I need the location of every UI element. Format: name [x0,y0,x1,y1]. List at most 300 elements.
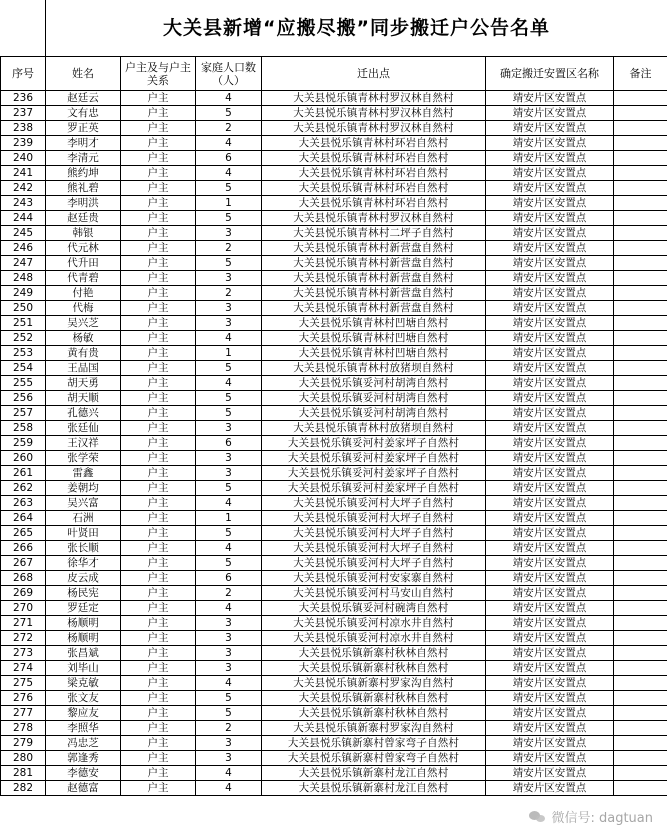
cell-household-size: 5 [196,706,262,721]
cell-index: 263 [1,496,46,511]
cell-index: 254 [1,361,46,376]
cell-origin: 大关县悦乐镇妥河村胡湾自然村 [262,376,486,391]
cell-index: 242 [1,181,46,196]
cell-household-size: 1 [196,346,262,361]
cell-settlement: 靖安片区安置点 [486,166,614,181]
cell-relation: 户主 [121,721,196,736]
table-row [1,166,667,181]
cell-settlement: 靖安片区安置点 [486,391,614,406]
cell-index: 244 [1,211,46,226]
title-row [0,0,667,57]
cell-relation: 户主 [121,196,196,211]
cell-settlement: 靖安片区安置点 [486,181,614,196]
cell-relation: 户主 [121,511,196,526]
cell-name: 赵德富 [46,781,121,796]
cell-index: 277 [1,706,46,721]
cell-remarks [614,526,667,541]
cell-index: 237 [1,106,46,121]
cell-name: 文有忠 [46,106,121,121]
cell-relation: 户主 [121,226,196,241]
cell-origin: 大关县悦乐镇新寨村罗家沟自然村 [262,676,486,691]
table-row [1,601,667,616]
cell-index: 258 [1,421,46,436]
cell-remarks [614,121,667,136]
cell-settlement: 靖安片区安置点 [486,496,614,511]
cell-index: 253 [1,346,46,361]
cell-name: 李清元 [46,151,121,166]
cell-name: 胡天顺 [46,391,121,406]
cell-name: 李德安 [46,766,121,781]
table-row [1,436,667,451]
col-header-remarks: 备注 [614,57,667,91]
cell-relation: 户主 [121,106,196,121]
header-row [1,57,667,91]
cell-settlement: 靖安片区安置点 [486,376,614,391]
cell-household-size: 5 [196,256,262,271]
cell-index: 267 [1,556,46,571]
cell-name: 李照华 [46,721,121,736]
cell-remarks [614,151,667,166]
cell-origin: 大关县悦乐镇青林村罗汉林自然村 [262,211,486,226]
cell-name: 罗正英 [46,121,121,136]
cell-settlement: 靖安片区安置点 [486,586,614,601]
cell-origin: 大关县悦乐镇新寨村秋林自然村 [262,646,486,661]
cell-origin: 大关县悦乐镇青林村凹塘自然村 [262,346,486,361]
cell-origin: 大关县悦乐镇妥河村大坪子自然村 [262,526,486,541]
cell-household-size: 5 [196,406,262,421]
cell-settlement: 靖安片区安置点 [486,751,614,766]
cell-relation: 户主 [121,691,196,706]
cell-settlement: 靖安片区安置点 [486,271,614,286]
cell-remarks [614,631,667,646]
cell-household-size: 3 [196,226,262,241]
cell-index: 264 [1,511,46,526]
cell-remarks [614,391,667,406]
cell-remarks [614,346,667,361]
cell-index: 255 [1,376,46,391]
cell-index: 279 [1,736,46,751]
col-header-index: 序号 [1,57,46,91]
cell-remarks [614,136,667,151]
table-row [1,226,667,241]
cell-remarks [614,556,667,571]
cell-index: 265 [1,526,46,541]
cell-origin: 大关县悦乐镇青林村凹塘自然村 [262,331,486,346]
cell-name: 石洲 [46,511,121,526]
cell-index: 272 [1,631,46,646]
cell-origin: 大关县悦乐镇新寨村秋林自然村 [262,706,486,721]
cell-remarks [614,226,667,241]
cell-relation: 户主 [121,556,196,571]
cell-origin: 大关县悦乐镇青林村罗汉林自然村 [262,106,486,121]
cell-relation: 户主 [121,781,196,796]
cell-origin: 大关县悦乐镇新寨村秋林自然村 [262,691,486,706]
cell-household-size: 4 [196,781,262,796]
cell-remarks [614,301,667,316]
cell-index: 245 [1,226,46,241]
cell-household-size: 4 [196,676,262,691]
cell-relation: 户主 [121,616,196,631]
cell-relation: 户主 [121,646,196,661]
cell-remarks [614,256,667,271]
cell-relation: 户主 [121,361,196,376]
cell-relation: 户主 [121,436,196,451]
cell-remarks [614,466,667,481]
cell-relation: 户主 [121,316,196,331]
cell-remarks [614,436,667,451]
cell-origin: 大关县悦乐镇青林村新营盘自然村 [262,301,486,316]
cell-settlement: 靖安片区安置点 [486,151,614,166]
cell-remarks [614,481,667,496]
cell-settlement: 靖安片区安置点 [486,556,614,571]
cell-settlement: 靖安片区安置点 [486,466,614,481]
cell-origin: 大关县悦乐镇青林村新营盘自然村 [262,256,486,271]
cell-household-size: 1 [196,511,262,526]
table-row [1,691,667,706]
cell-household-size: 3 [196,466,262,481]
cell-origin: 大关县悦乐镇妥河村姜家坪子自然村 [262,481,486,496]
cell-name: 代梅 [46,301,121,316]
cell-household-size: 3 [196,421,262,436]
cell-origin: 大关县悦乐镇妥河村胡湾自然村 [262,406,486,421]
cell-settlement: 靖安片区安置点 [486,736,614,751]
cell-relation: 户主 [121,301,196,316]
cell-settlement: 靖安片区安置点 [486,511,614,526]
cell-index: 271 [1,616,46,631]
cell-name: 吴兴富 [46,496,121,511]
table-row [1,541,667,556]
cell-name: 徐华才 [46,556,121,571]
cell-index: 238 [1,121,46,136]
cell-household-size: 2 [196,586,262,601]
cell-settlement: 靖安片区安置点 [486,616,614,631]
cell-origin: 大关县悦乐镇青林村二坪子自然村 [262,226,486,241]
cell-household-size: 4 [196,541,262,556]
cell-remarks [614,541,667,556]
col-header-name: 姓名 [46,57,121,91]
table-row [1,136,667,151]
cell-remarks [614,91,667,106]
cell-name: 杨顺明 [46,631,121,646]
cell-household-size: 4 [196,166,262,181]
table-row [1,736,667,751]
cell-settlement: 靖安片区安置点 [486,106,614,121]
table-row [1,391,667,406]
cell-relation: 户主 [121,286,196,301]
cell-relation: 户主 [121,571,196,586]
col-header-household-size: 家庭人口数（人） [196,57,262,91]
cell-relation: 户主 [121,346,196,361]
cell-remarks [614,736,667,751]
cell-remarks [614,601,667,616]
cell-relation: 户主 [121,166,196,181]
cell-origin: 大关县悦乐镇青林村放猪坝自然村 [262,421,486,436]
cell-name: 孔德兴 [46,406,121,421]
cell-settlement: 靖安片区安置点 [486,646,614,661]
cell-index: 236 [1,91,46,106]
cell-name: 罗廷定 [46,601,121,616]
cell-index: 249 [1,286,46,301]
table-row [1,151,667,166]
cell-origin: 大关县悦乐镇新寨村龙江自然村 [262,781,486,796]
cell-index: 261 [1,466,46,481]
cell-household-size: 4 [196,601,262,616]
table-row [1,781,667,796]
cell-settlement: 靖安片区安置点 [486,196,614,211]
table-row [1,631,667,646]
cell-origin: 大关县悦乐镇青林村环岩自然村 [262,196,486,211]
cell-remarks [614,166,667,181]
col-header-settlement: 确定搬迁安置区名称 [486,57,614,91]
cell-remarks [614,616,667,631]
cell-origin: 大关县悦乐镇妥河村姜家坪子自然村 [262,451,486,466]
table-row [1,106,667,121]
cell-remarks [614,376,667,391]
table-row [1,406,667,421]
cell-relation: 户主 [121,631,196,646]
cell-index: 268 [1,571,46,586]
table-body [1,91,667,796]
cell-remarks [614,361,667,376]
cell-index: 270 [1,601,46,616]
cell-remarks [614,751,667,766]
cell-index: 260 [1,451,46,466]
cell-origin: 大关县悦乐镇青林村环岩自然村 [262,151,486,166]
cell-relation: 户主 [121,151,196,166]
cell-relation: 户主 [121,751,196,766]
cell-remarks [614,496,667,511]
cell-remarks [614,196,667,211]
cell-relation: 户主 [121,241,196,256]
cell-origin: 大关县悦乐镇青林村放猪坝自然村 [262,361,486,376]
cell-remarks [614,106,667,121]
cell-index: 250 [1,301,46,316]
table-row [1,616,667,631]
cell-origin: 大关县悦乐镇青林村凹塘自然村 [262,316,486,331]
table-row [1,256,667,271]
cell-relation: 户主 [121,676,196,691]
cell-household-size: 3 [196,646,262,661]
cell-settlement: 靖安片区安置点 [486,691,614,706]
table-row [1,751,667,766]
cell-name: 王品国 [46,361,121,376]
cell-relation: 户主 [121,391,196,406]
cell-name: 胡天勇 [46,376,121,391]
cell-settlement: 靖安片区安置点 [486,706,614,721]
cell-remarks [614,721,667,736]
table-row [1,121,667,136]
cell-household-size: 6 [196,151,262,166]
cell-household-size: 3 [196,736,262,751]
cell-settlement: 靖安片区安置点 [486,286,614,301]
cell-settlement: 靖安片区安置点 [486,421,614,436]
table-row [1,511,667,526]
cell-household-size: 3 [196,751,262,766]
cell-household-size: 3 [196,271,262,286]
cell-settlement: 靖安片区安置点 [486,766,614,781]
cell-name: 张学荣 [46,451,121,466]
cell-household-size: 5 [196,181,262,196]
cell-remarks [614,331,667,346]
cell-remarks [614,211,667,226]
cell-remarks [614,646,667,661]
cell-household-size: 2 [196,721,262,736]
cell-household-size: 3 [196,631,262,646]
cell-settlement: 靖安片区安置点 [486,136,614,151]
cell-household-size: 6 [196,436,262,451]
cell-origin: 大关县悦乐镇妥河村马安山自然村 [262,586,486,601]
cell-settlement: 靖安片区安置点 [486,226,614,241]
cell-household-size: 5 [196,361,262,376]
cell-origin: 大关县悦乐镇新寨村曾家弯子自然村 [262,736,486,751]
cell-name: 张昌斌 [46,646,121,661]
cell-relation: 户主 [121,466,196,481]
relocation-table [0,56,667,796]
cell-remarks [614,241,667,256]
cell-index: 274 [1,661,46,676]
cell-name: 皮云成 [46,571,121,586]
watermark [529,807,653,826]
cell-index: 246 [1,241,46,256]
cell-name: 杨敏 [46,331,121,346]
cell-name: 韩银 [46,226,121,241]
cell-origin: 大关县悦乐镇青林村新营盘自然村 [262,271,486,286]
cell-remarks [614,691,667,706]
cell-origin: 大关县悦乐镇青林村环岩自然村 [262,166,486,181]
cell-origin: 大关县悦乐镇新寨村秋林自然村 [262,661,486,676]
cell-name: 代元林 [46,241,121,256]
cell-index: 257 [1,406,46,421]
cell-remarks [614,451,667,466]
cell-remarks [614,316,667,331]
cell-name: 李明才 [46,136,121,151]
cell-remarks [614,706,667,721]
cell-index: 266 [1,541,46,556]
cell-index: 241 [1,166,46,181]
cell-settlement: 靖安片区安置点 [486,451,614,466]
table-row [1,376,667,391]
table-row [1,646,667,661]
cell-name: 杨顺明 [46,616,121,631]
cell-origin: 大关县悦乐镇新寨村龙江自然村 [262,766,486,781]
table-row [1,466,667,481]
cell-relation: 户主 [121,181,196,196]
cell-relation: 户主 [121,661,196,676]
table-row [1,556,667,571]
col-header-origin: 迁出点 [262,57,486,91]
cell-household-size: 4 [196,91,262,106]
cell-index: 251 [1,316,46,331]
cell-remarks [614,661,667,676]
cell-settlement: 靖安片区安置点 [486,346,614,361]
table-row [1,346,667,361]
table-row [1,481,667,496]
cell-remarks [614,271,667,286]
cell-origin: 大关县悦乐镇妥河村凉水井自然村 [262,616,486,631]
cell-origin: 大关县悦乐镇妥河村大坪子自然村 [262,511,486,526]
cell-origin: 大关县悦乐镇妥河村安家寨自然村 [262,571,486,586]
cell-settlement: 靖安片区安置点 [486,481,614,496]
table-row [1,301,667,316]
cell-remarks [614,676,667,691]
cell-name: 郭逢秀 [46,751,121,766]
cell-remarks [614,781,667,796]
cell-origin: 大关县悦乐镇妥河村凉水井自然村 [262,631,486,646]
cell-remarks [614,766,667,781]
cell-settlement: 靖安片区安置点 [486,601,614,616]
cell-name: 代升田 [46,256,121,271]
cell-relation: 户主 [121,91,196,106]
cell-settlement: 靖安片区安置点 [486,661,614,676]
cell-relation: 户主 [121,496,196,511]
cell-settlement: 靖安片区安置点 [486,721,614,736]
cell-origin: 大关县悦乐镇青林村新营盘自然村 [262,241,486,256]
cell-name: 代青碧 [46,271,121,286]
cell-settlement: 靖安片区安置点 [486,211,614,226]
cell-name: 黎应友 [46,706,121,721]
cell-settlement: 靖安片区安置点 [486,91,614,106]
cell-relation: 户主 [121,601,196,616]
cell-name: 王汉祥 [46,436,121,451]
cell-name: 黄有贵 [46,346,121,361]
table-row [1,316,667,331]
cell-household-size: 2 [196,121,262,136]
table-row [1,721,667,736]
cell-name: 刘毕山 [46,661,121,676]
cell-index: 269 [1,586,46,601]
document-title: 大关县新增“应搬尽搬”同步搬迁户公告名单 [163,17,550,39]
cell-name: 张长顺 [46,541,121,556]
cell-origin: 大关县悦乐镇妥河村胡湾自然村 [262,391,486,406]
table-row [1,571,667,586]
col-header-relation: 户主及与户主关系 [121,57,196,91]
cell-household-size: 3 [196,301,262,316]
table-row [1,496,667,511]
cell-settlement: 靖安片区安置点 [486,436,614,451]
cell-name: 叶贤田 [46,526,121,541]
cell-index: 248 [1,271,46,286]
cell-origin: 大关县悦乐镇新寨村罗家沟自然村 [262,721,486,736]
table-row [1,586,667,601]
cell-household-size: 1 [196,196,262,211]
cell-relation: 户主 [121,736,196,751]
cell-settlement: 靖安片区安置点 [486,361,614,376]
cell-household-size: 6 [196,571,262,586]
cell-household-size: 5 [196,556,262,571]
table-row [1,181,667,196]
cell-remarks [614,421,667,436]
cell-relation: 户主 [121,256,196,271]
cell-settlement: 靖安片区安置点 [486,241,614,256]
cell-remarks [614,406,667,421]
cell-household-size: 5 [196,211,262,226]
cell-household-size: 3 [196,451,262,466]
table-row [1,361,667,376]
cell-relation: 户主 [121,271,196,286]
cell-household-size: 5 [196,106,262,121]
cell-household-size: 5 [196,481,262,496]
cell-origin: 大关县悦乐镇妥河村大坪子自然村 [262,496,486,511]
table-row [1,91,667,106]
cell-name: 李明洪 [46,196,121,211]
cell-settlement: 靖安片区安置点 [486,571,614,586]
cell-relation: 户主 [121,421,196,436]
table-row [1,766,667,781]
table-row [1,451,667,466]
cell-settlement: 靖安片区安置点 [486,541,614,556]
cell-index: 278 [1,721,46,736]
cell-remarks [614,586,667,601]
